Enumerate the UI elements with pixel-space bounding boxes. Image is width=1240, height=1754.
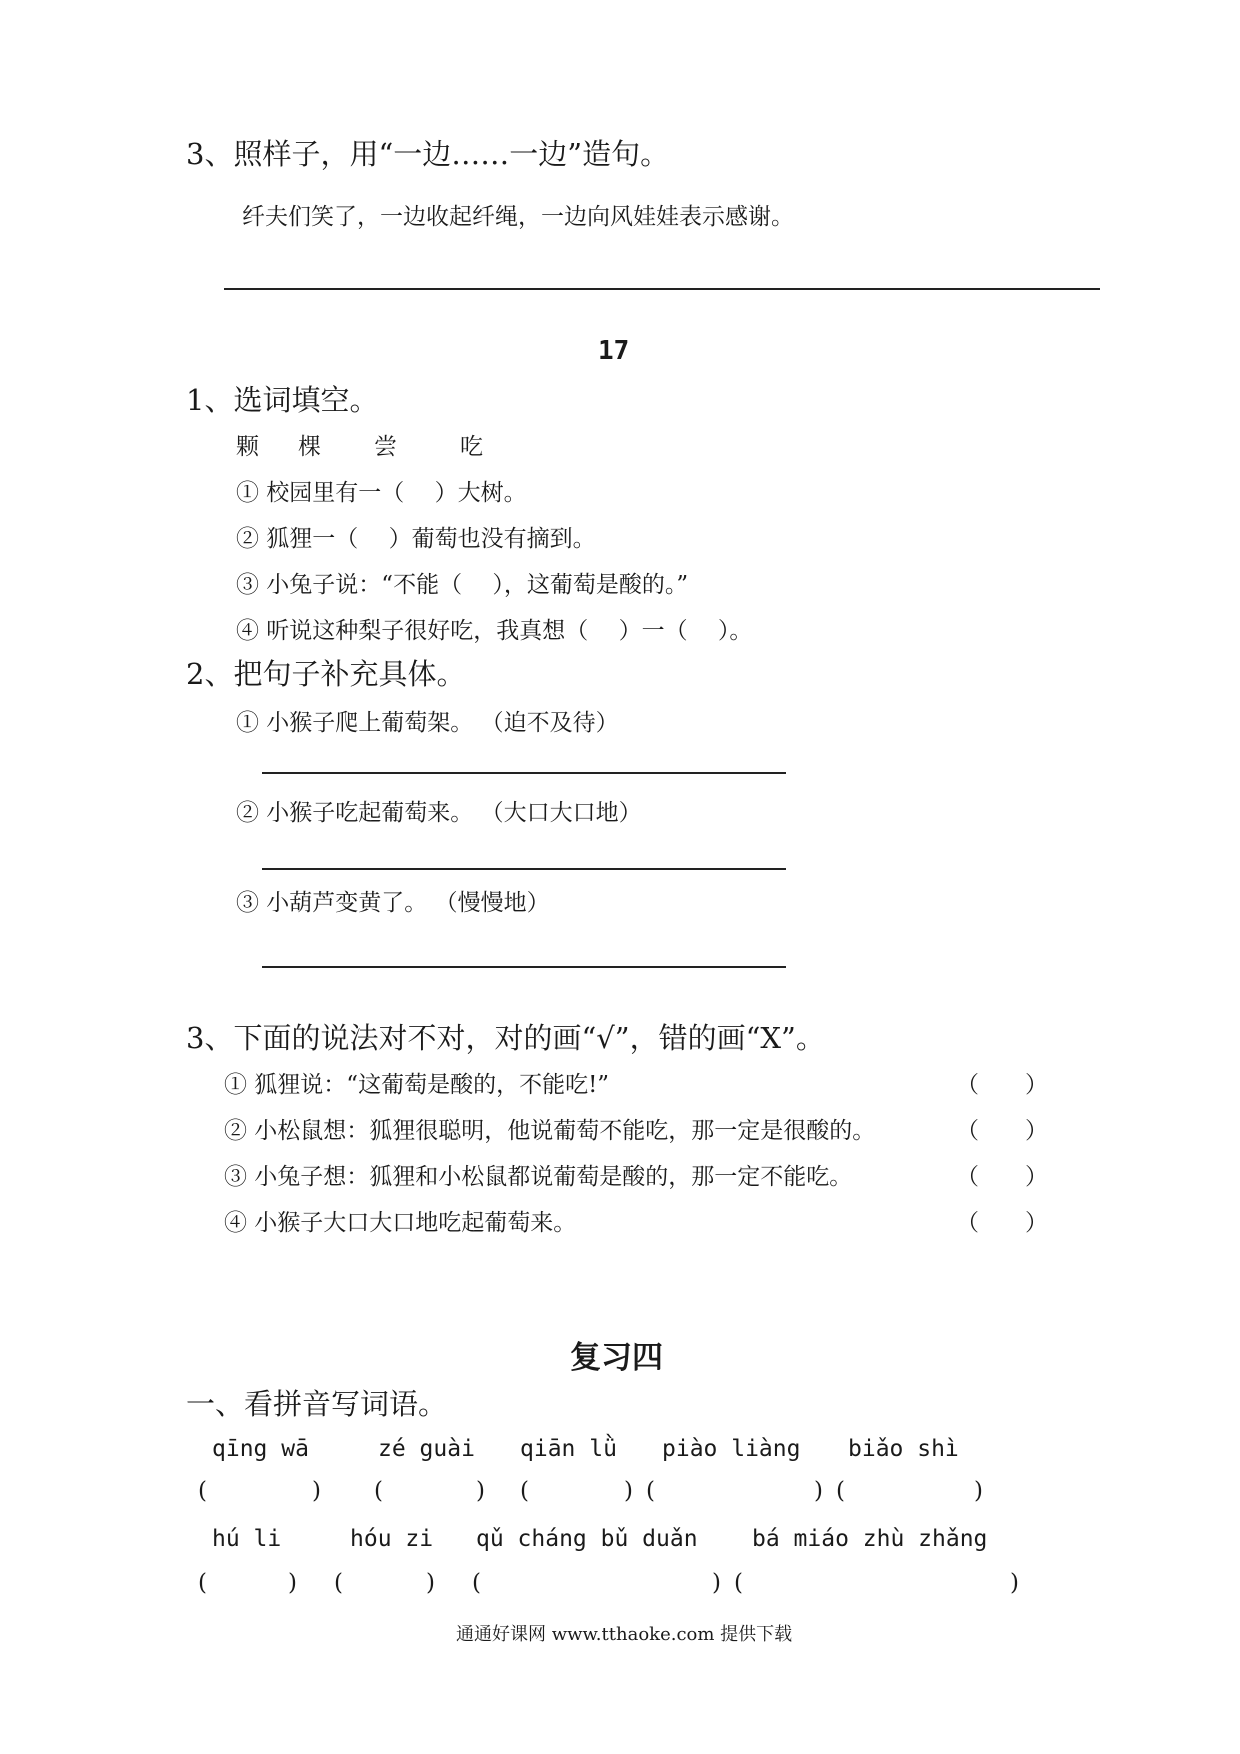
answer-close-bracket[interactable]: ) xyxy=(426,1570,435,1596)
question-title: 一、看拼音写词语。 xyxy=(186,1387,448,1421)
pinyin: piào liàng xyxy=(662,1436,801,1462)
fill-blank-item: ① 校园里有一（ ）大树。 xyxy=(236,480,527,506)
answer-line[interactable] xyxy=(262,868,786,870)
answer-close-bracket[interactable]: ) xyxy=(624,1478,633,1504)
sentence-item: ② 小猴子吃起葡萄来。 （大口大口地） xyxy=(236,800,642,826)
pinyin: bá miáo zhù zhǎng xyxy=(752,1526,988,1552)
question-title: 2、把句子补充具体。 xyxy=(186,657,466,691)
example-sentence: 纤夫们笑了，一边收起纤绳，一边向风娃娃表示感谢。 xyxy=(242,204,794,230)
judge-item: ③ 小兔子想：狐狸和小松鼠都说葡萄是酸的，那一定不能吃。 xyxy=(224,1164,853,1190)
answer-open-bracket[interactable]: ( xyxy=(198,1570,207,1596)
fill-blank-item: ② 狐狸一（ ）葡萄也没有摘到。 xyxy=(236,526,596,552)
answer-close-bracket[interactable]: ) xyxy=(814,1478,823,1504)
page-footer: 通通好课网 www.tthaoke.com 提供下载 xyxy=(456,1624,793,1645)
answer-open-bracket[interactable]: ( xyxy=(198,1478,207,1504)
pinyin: qǔ cháng bǔ duǎn xyxy=(476,1526,698,1552)
answer-close-bracket[interactable]: ) xyxy=(712,1570,721,1596)
pinyin: qīng wā xyxy=(212,1436,309,1462)
answer-close-bracket[interactable]: ) xyxy=(974,1478,983,1504)
answer-line[interactable] xyxy=(262,772,786,774)
word-choice: 吃 xyxy=(460,434,483,460)
pinyin: zé guài xyxy=(378,1436,475,1462)
word-choice: 棵 xyxy=(298,434,321,460)
answer-box[interactable]: （ ） xyxy=(956,1164,1048,1190)
answer-close-bracket[interactable]: ) xyxy=(476,1478,485,1504)
answer-close-bracket[interactable]: ) xyxy=(288,1570,297,1596)
answer-box[interactable]: （ ） xyxy=(956,1210,1048,1236)
judge-item: ④ 小猴子大口大口地吃起葡萄来。 xyxy=(224,1210,577,1236)
answer-box[interactable]: （ ） xyxy=(956,1118,1048,1144)
fill-blank-item: ④ 听说这种梨子很好吃，我真想（ ）一（ ）。 xyxy=(236,618,753,644)
answer-open-bracket[interactable]: ( xyxy=(646,1478,655,1504)
question-title: 1、选词填空。 xyxy=(186,383,379,417)
answer-line[interactable] xyxy=(262,966,786,968)
answer-box[interactable]: （ ） xyxy=(956,1072,1048,1098)
answer-open-bracket[interactable]: ( xyxy=(520,1478,529,1504)
answer-open-bracket[interactable]: ( xyxy=(734,1570,743,1596)
pinyin: hóu zi xyxy=(350,1526,434,1552)
sentence-item: ① 小猴子爬上葡萄架。 （迫不及待） xyxy=(236,710,619,736)
section-title: 复习四 xyxy=(570,1340,663,1376)
question-title: 3、照样子，用“一边……一边”造句。 xyxy=(186,137,670,171)
sentence-item: ③ 小葫芦变黄了。 （慢慢地） xyxy=(236,890,550,916)
answer-open-bracket[interactable]: ( xyxy=(334,1570,343,1596)
word-choice: 颗 xyxy=(236,434,259,460)
answer-line[interactable] xyxy=(224,288,1100,290)
answer-close-bracket[interactable]: ) xyxy=(312,1478,321,1504)
pinyin: hú li xyxy=(212,1526,282,1552)
section-number: 17 xyxy=(598,336,630,366)
word-choice: 尝 xyxy=(374,434,397,460)
answer-open-bracket[interactable]: ( xyxy=(374,1478,383,1504)
pinyin: biǎo shì xyxy=(848,1436,959,1462)
judge-item: ② 小松鼠想：狐狸很聪明，他说葡萄不能吃，那一定是很酸的。 xyxy=(224,1118,876,1144)
judge-item: ① 狐狸说：“这葡萄是酸的，不能吃!” xyxy=(224,1072,610,1098)
fill-blank-item: ③ 小兔子说：“不能（ ），这葡萄是酸的。” xyxy=(236,572,689,598)
answer-close-bracket[interactable]: ) xyxy=(1010,1570,1019,1596)
pinyin: qiān lǜ xyxy=(520,1436,617,1462)
answer-open-bracket[interactable]: ( xyxy=(836,1478,845,1504)
answer-open-bracket[interactable]: ( xyxy=(472,1570,481,1596)
question-title: 3、下面的说法对不对，对的画“√”，错的画“X”。 xyxy=(186,1021,825,1055)
